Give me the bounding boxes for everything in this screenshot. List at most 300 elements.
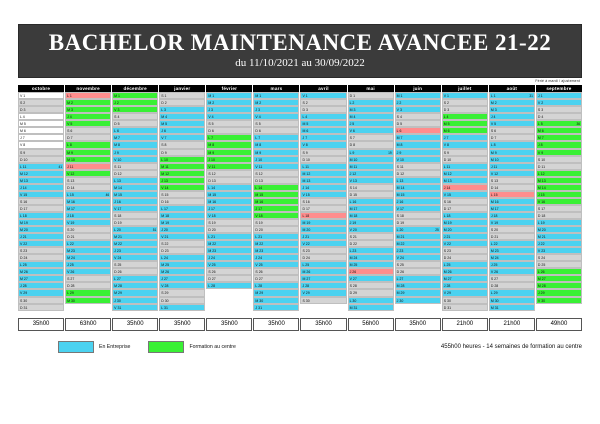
day-label: M 6 [537, 129, 544, 134]
day-label: J 14 [302, 185, 310, 190]
day-label: D 3 [443, 108, 450, 113]
day-cell [395, 99, 441, 106]
day-label: D 3 [20, 108, 26, 113]
day-cell [300, 233, 346, 240]
day-label: M 31 [490, 305, 499, 310]
day-label: D 3 [302, 108, 308, 113]
day-label: J 21 [20, 235, 27, 240]
day-label: M 26 [20, 270, 28, 275]
day-cell [300, 113, 346, 120]
day-label: V 27 [349, 277, 357, 282]
day-cell [206, 177, 252, 184]
day-cell [442, 254, 488, 261]
day-cell [395, 297, 441, 304]
day-label: S 17 [537, 206, 546, 211]
day-label: M 19 [302, 220, 311, 225]
day-cell [18, 134, 64, 141]
day-cell [348, 141, 394, 148]
day-label: J 4 [67, 115, 72, 120]
day-cell [489, 99, 535, 106]
day-label: M 8 [208, 143, 215, 148]
day-label: M 7 [537, 136, 544, 141]
day-label: L 10 [161, 157, 168, 162]
day-label: D 24 [443, 256, 452, 261]
day-label: L 26 [537, 270, 545, 275]
day-label: L 15 [490, 192, 498, 197]
day-label: V 18 [208, 213, 216, 218]
title-banner [18, 24, 582, 78]
day-label: D 20 [255, 228, 263, 233]
day-cell [206, 99, 252, 106]
day-cell [442, 247, 488, 254]
day-cell [18, 282, 64, 289]
day-label: S 18 [396, 213, 404, 218]
day-label: V 8 [20, 143, 26, 148]
day-label: J 30 [396, 298, 404, 303]
day-label: S 2 [20, 101, 26, 106]
day-cell [489, 149, 535, 156]
day-cell [18, 289, 64, 296]
day-cell [253, 268, 299, 275]
day-label: M 13 [20, 178, 28, 183]
day-cell [536, 149, 582, 156]
day-cell [348, 219, 394, 226]
day-cell [536, 233, 582, 240]
day-label: J 18 [490, 213, 498, 218]
day-label: D 6 [255, 129, 261, 134]
day-label: D 7 [67, 136, 73, 141]
day-cell [206, 198, 252, 205]
day-cell [112, 282, 158, 289]
day-label: S 26 [255, 270, 263, 275]
day-cell [489, 219, 535, 226]
day-label: M 20 [302, 228, 311, 233]
day-label: J 31 [255, 305, 263, 310]
month-column-juillet [442, 85, 488, 310]
day-cell [112, 127, 158, 134]
day-cell [348, 240, 394, 247]
day-label: L 18 [443, 213, 451, 218]
day-label: J 28 [302, 284, 310, 289]
day-label: D 24 [20, 256, 28, 261]
day-label: D 16 [161, 199, 169, 204]
week-number: 51 [152, 228, 157, 233]
day-label: D 26 [396, 270, 405, 275]
day-label: M 6 [20, 129, 26, 134]
day-cell [206, 254, 252, 261]
day-label: M 23 [255, 249, 264, 254]
day-cell [253, 113, 299, 120]
week-number: 36 [576, 122, 580, 127]
month-column-mars [253, 85, 299, 310]
day-cell [300, 156, 346, 163]
day-cell [112, 120, 158, 127]
day-label: M 9 [208, 150, 215, 155]
day-label: M 15 [255, 192, 264, 197]
day-label: J 15 [537, 192, 545, 197]
top-note: Férié à mardi / ajustement [535, 79, 580, 84]
day-label: D 18 [537, 213, 546, 218]
day-label: V 5 [490, 122, 497, 127]
day-label: L 20 [396, 228, 404, 233]
day-cell [159, 149, 205, 156]
day-cell [536, 177, 582, 184]
hours-cell: 63h00 [65, 318, 111, 331]
day-cell [65, 99, 111, 106]
day-cell [348, 149, 394, 156]
day-cell [112, 156, 158, 163]
legend-label-formation: Formation au centre [189, 343, 236, 350]
day-cell [442, 240, 488, 247]
legend-item-formation [148, 341, 235, 353]
day-cell [489, 156, 535, 163]
day-cell [536, 261, 582, 268]
day-cell [442, 99, 488, 106]
day-label: M 1 [255, 94, 262, 99]
day-cell [253, 177, 299, 184]
day-label: M 13 [443, 178, 452, 183]
day-label: V 23 [537, 249, 546, 254]
day-label: L 28 [255, 284, 263, 289]
day-cell [300, 127, 346, 134]
day-label: M 27 [20, 277, 28, 282]
day-cell [348, 127, 394, 134]
day-cell [206, 149, 252, 156]
day-cell [489, 113, 535, 120]
day-label: M 31 [349, 305, 358, 310]
day-cell [395, 261, 441, 268]
day-label: V 15 [20, 192, 28, 197]
day-cell [159, 261, 205, 268]
day-label: D 17 [302, 206, 310, 211]
day-label: J 16 [114, 199, 121, 204]
day-cell [18, 233, 64, 240]
day-label: S 30 [302, 298, 310, 303]
day-label: S 14 [349, 185, 357, 190]
day-label: M 8 [396, 143, 403, 148]
day-label: L 8 [67, 143, 72, 148]
day-label: V 13 [349, 178, 357, 183]
day-cell [159, 156, 205, 163]
day-label: M 30 [67, 298, 75, 303]
day-label: J 17 [255, 206, 263, 211]
day-cell [253, 198, 299, 205]
day-label: S 6 [490, 129, 497, 134]
day-cell [348, 99, 394, 106]
day-label: M 26 [302, 270, 311, 275]
day-cell [159, 226, 205, 233]
month-header: février [206, 85, 252, 92]
day-label: J 11 [67, 164, 74, 169]
day-label: M 16 [67, 199, 75, 204]
footer-note: 455h00 heures - 14 semaines de formation au centre [440, 343, 582, 350]
day-cell [536, 226, 582, 233]
day-cell [18, 106, 64, 113]
day-cell [536, 191, 582, 198]
day-label: V 1 [302, 94, 308, 99]
day-cell [536, 184, 582, 191]
day-label: L 9 [349, 150, 355, 155]
day-cell [112, 233, 158, 240]
day-label: M 28 [537, 284, 546, 289]
day-cell [489, 163, 535, 170]
day-label: J 25 [67, 263, 74, 268]
day-cell [489, 226, 535, 233]
day-cell [206, 212, 252, 219]
day-label: M 19 [161, 220, 170, 225]
day-label: V 7 [161, 136, 167, 141]
day-label: J 20 [161, 228, 168, 233]
day-label: M 1 [396, 94, 403, 99]
day-label: V 4 [255, 115, 261, 120]
day-cell [395, 127, 441, 134]
day-label: D 11 [537, 164, 546, 169]
day-cell [159, 191, 205, 198]
day-cell [206, 120, 252, 127]
calendar-grid [18, 85, 582, 310]
day-cell [489, 240, 535, 247]
day-cell [18, 247, 64, 254]
day-label: L 20 [114, 228, 121, 233]
day-label: J 2 [114, 101, 119, 106]
day-cell [300, 282, 346, 289]
day-cell [18, 304, 64, 311]
day-label: M 21 [396, 235, 405, 240]
day-label: S 13 [67, 178, 75, 183]
day-cell [442, 304, 488, 311]
week-number: 19 [388, 150, 392, 155]
day-cell [159, 113, 205, 120]
day-cell [489, 134, 535, 141]
day-label: L 25 [302, 263, 310, 268]
day-label: L 13 [396, 178, 404, 183]
day-cell [300, 170, 346, 177]
day-label: J 7 [302, 136, 308, 141]
month-header: novembre [65, 85, 111, 92]
day-cell [159, 275, 205, 282]
day-cell [253, 156, 299, 163]
day-cell [159, 163, 205, 170]
day-cell [112, 177, 158, 184]
day-label: L 14 [208, 185, 216, 190]
day-cell [442, 92, 488, 99]
day-label: J 21 [443, 235, 451, 240]
day-label: L 1 [490, 94, 496, 99]
day-cell [348, 205, 394, 212]
day-cell [65, 184, 111, 191]
day-label: S 16 [20, 199, 28, 204]
day-cell [65, 106, 111, 113]
day-cell [159, 106, 205, 113]
day-cell [395, 184, 441, 191]
day-label: M 12 [443, 171, 452, 176]
day-label: S 5 [208, 122, 214, 127]
day-label: V 3 [114, 108, 120, 113]
day-cell [300, 106, 346, 113]
day-label: M 13 [302, 178, 311, 183]
day-label: V 6 [349, 129, 355, 134]
day-cell [300, 184, 346, 191]
day-label: L 29 [490, 291, 498, 296]
day-label: S 28 [349, 284, 357, 289]
day-label: J 21 [302, 235, 310, 240]
day-label: D 21 [490, 235, 499, 240]
day-label: M 13 [537, 178, 546, 183]
legend-label-entreprise: En Entreprise [99, 343, 131, 350]
day-cell [536, 170, 582, 177]
day-label: D 7 [490, 136, 497, 141]
day-cell [395, 106, 441, 113]
month-header: avril [300, 85, 346, 92]
day-label: V 25 [208, 263, 216, 268]
day-label: M 12 [302, 171, 311, 176]
day-cell [18, 113, 64, 120]
day-cell [112, 99, 158, 106]
day-cell [489, 261, 535, 268]
day-label: L 19 [537, 220, 545, 225]
day-cell [442, 113, 488, 120]
day-cell [253, 134, 299, 141]
day-label: V 4 [208, 115, 214, 120]
day-cell [300, 120, 346, 127]
day-cell [348, 120, 394, 127]
day-cell [18, 212, 64, 219]
legend [58, 341, 582, 353]
day-cell [348, 261, 394, 268]
day-label: S 27 [490, 277, 499, 282]
month-header: janvier [159, 85, 205, 92]
day-cell [395, 247, 441, 254]
day-cell [442, 141, 488, 148]
day-cell [442, 226, 488, 233]
day-cell [442, 127, 488, 134]
month-header: septembre [536, 85, 582, 92]
day-cell [206, 261, 252, 268]
day-cell [18, 268, 64, 275]
day-cell [395, 149, 441, 156]
day-label: J 5 [349, 122, 355, 127]
day-label: D 2 [161, 101, 167, 106]
day-cell [206, 191, 252, 198]
day-cell [442, 170, 488, 177]
day-label: L 16 [349, 199, 357, 204]
day-cell [442, 289, 488, 296]
day-cell [65, 156, 111, 163]
day-label: S 19 [208, 220, 216, 225]
hours-cell: 35h00 [253, 318, 299, 331]
legend-item-entreprise [58, 341, 130, 353]
day-label: S 6 [67, 129, 73, 134]
day-label: J 7 [443, 136, 449, 141]
day-label: M 27 [302, 277, 311, 282]
day-label: S 12 [208, 171, 216, 176]
day-label: J 25 [490, 263, 498, 268]
day-label: D 10 [302, 157, 310, 162]
day-cell [442, 184, 488, 191]
day-cell [348, 184, 394, 191]
day-label: S 5 [255, 122, 261, 127]
hours-cell: 35h00 [300, 318, 346, 331]
hours-cell: 35h00 [159, 318, 205, 331]
day-cell [348, 191, 394, 198]
day-cell [348, 212, 394, 219]
day-cell [348, 92, 394, 99]
day-cell [18, 254, 64, 261]
day-cell [18, 120, 64, 127]
day-cell [159, 247, 205, 254]
day-label: V 15 [302, 192, 310, 197]
day-label: J 23 [114, 249, 121, 254]
day-label: J 17 [208, 206, 215, 211]
day-cell [300, 247, 346, 254]
month-header: octobre [18, 85, 64, 92]
day-cell [112, 170, 158, 177]
day-label: D 27 [208, 277, 216, 282]
day-cell [395, 212, 441, 219]
day-cell [536, 247, 582, 254]
day-cell [489, 198, 535, 205]
day-label: M 17 [349, 206, 358, 211]
day-cell [112, 113, 158, 120]
day-cell [536, 92, 582, 99]
day-cell [348, 198, 394, 205]
day-cell [300, 240, 346, 247]
day-label: L 3 [161, 108, 166, 113]
day-cell [65, 282, 111, 289]
day-cell [536, 163, 582, 170]
day-label: L 11 [20, 164, 27, 169]
legend-swatch-formation [148, 341, 184, 353]
day-label: M 25 [161, 263, 170, 268]
day-cell [159, 304, 205, 311]
day-cell [159, 219, 205, 226]
day-label: M 7 [396, 136, 403, 141]
day-cell [18, 149, 64, 156]
day-cell [489, 170, 535, 177]
day-cell [489, 120, 535, 127]
day-cell [112, 240, 158, 247]
day-cell [442, 212, 488, 219]
day-label: M 14 [537, 185, 546, 190]
day-cell [112, 149, 158, 156]
day-label: M 14 [396, 185, 405, 190]
day-label: S 11 [114, 164, 122, 169]
day-label: M 18 [349, 213, 358, 218]
day-cell [442, 219, 488, 226]
day-label: J 24 [255, 256, 263, 261]
day-label: S 15 [161, 192, 169, 197]
day-cell [442, 233, 488, 240]
day-label: V 18 [255, 213, 263, 218]
day-label: D 14 [490, 185, 499, 190]
day-label: J 7 [20, 136, 25, 141]
month-header: mai [348, 85, 394, 92]
day-label: L 17 [161, 206, 168, 211]
day-cell [395, 92, 441, 99]
day-label: L 22 [490, 242, 498, 247]
day-label: D 20 [208, 228, 216, 233]
hours-cell: 49h00 [536, 318, 582, 331]
day-cell [206, 282, 252, 289]
day-cell [395, 289, 441, 296]
day-cell [442, 177, 488, 184]
day-label: V 5 [67, 122, 73, 127]
day-label: V 10 [114, 157, 122, 162]
day-cell [348, 282, 394, 289]
day-label: V 15 [443, 192, 451, 197]
day-label: L 4 [443, 115, 449, 120]
day-cell [18, 184, 64, 191]
